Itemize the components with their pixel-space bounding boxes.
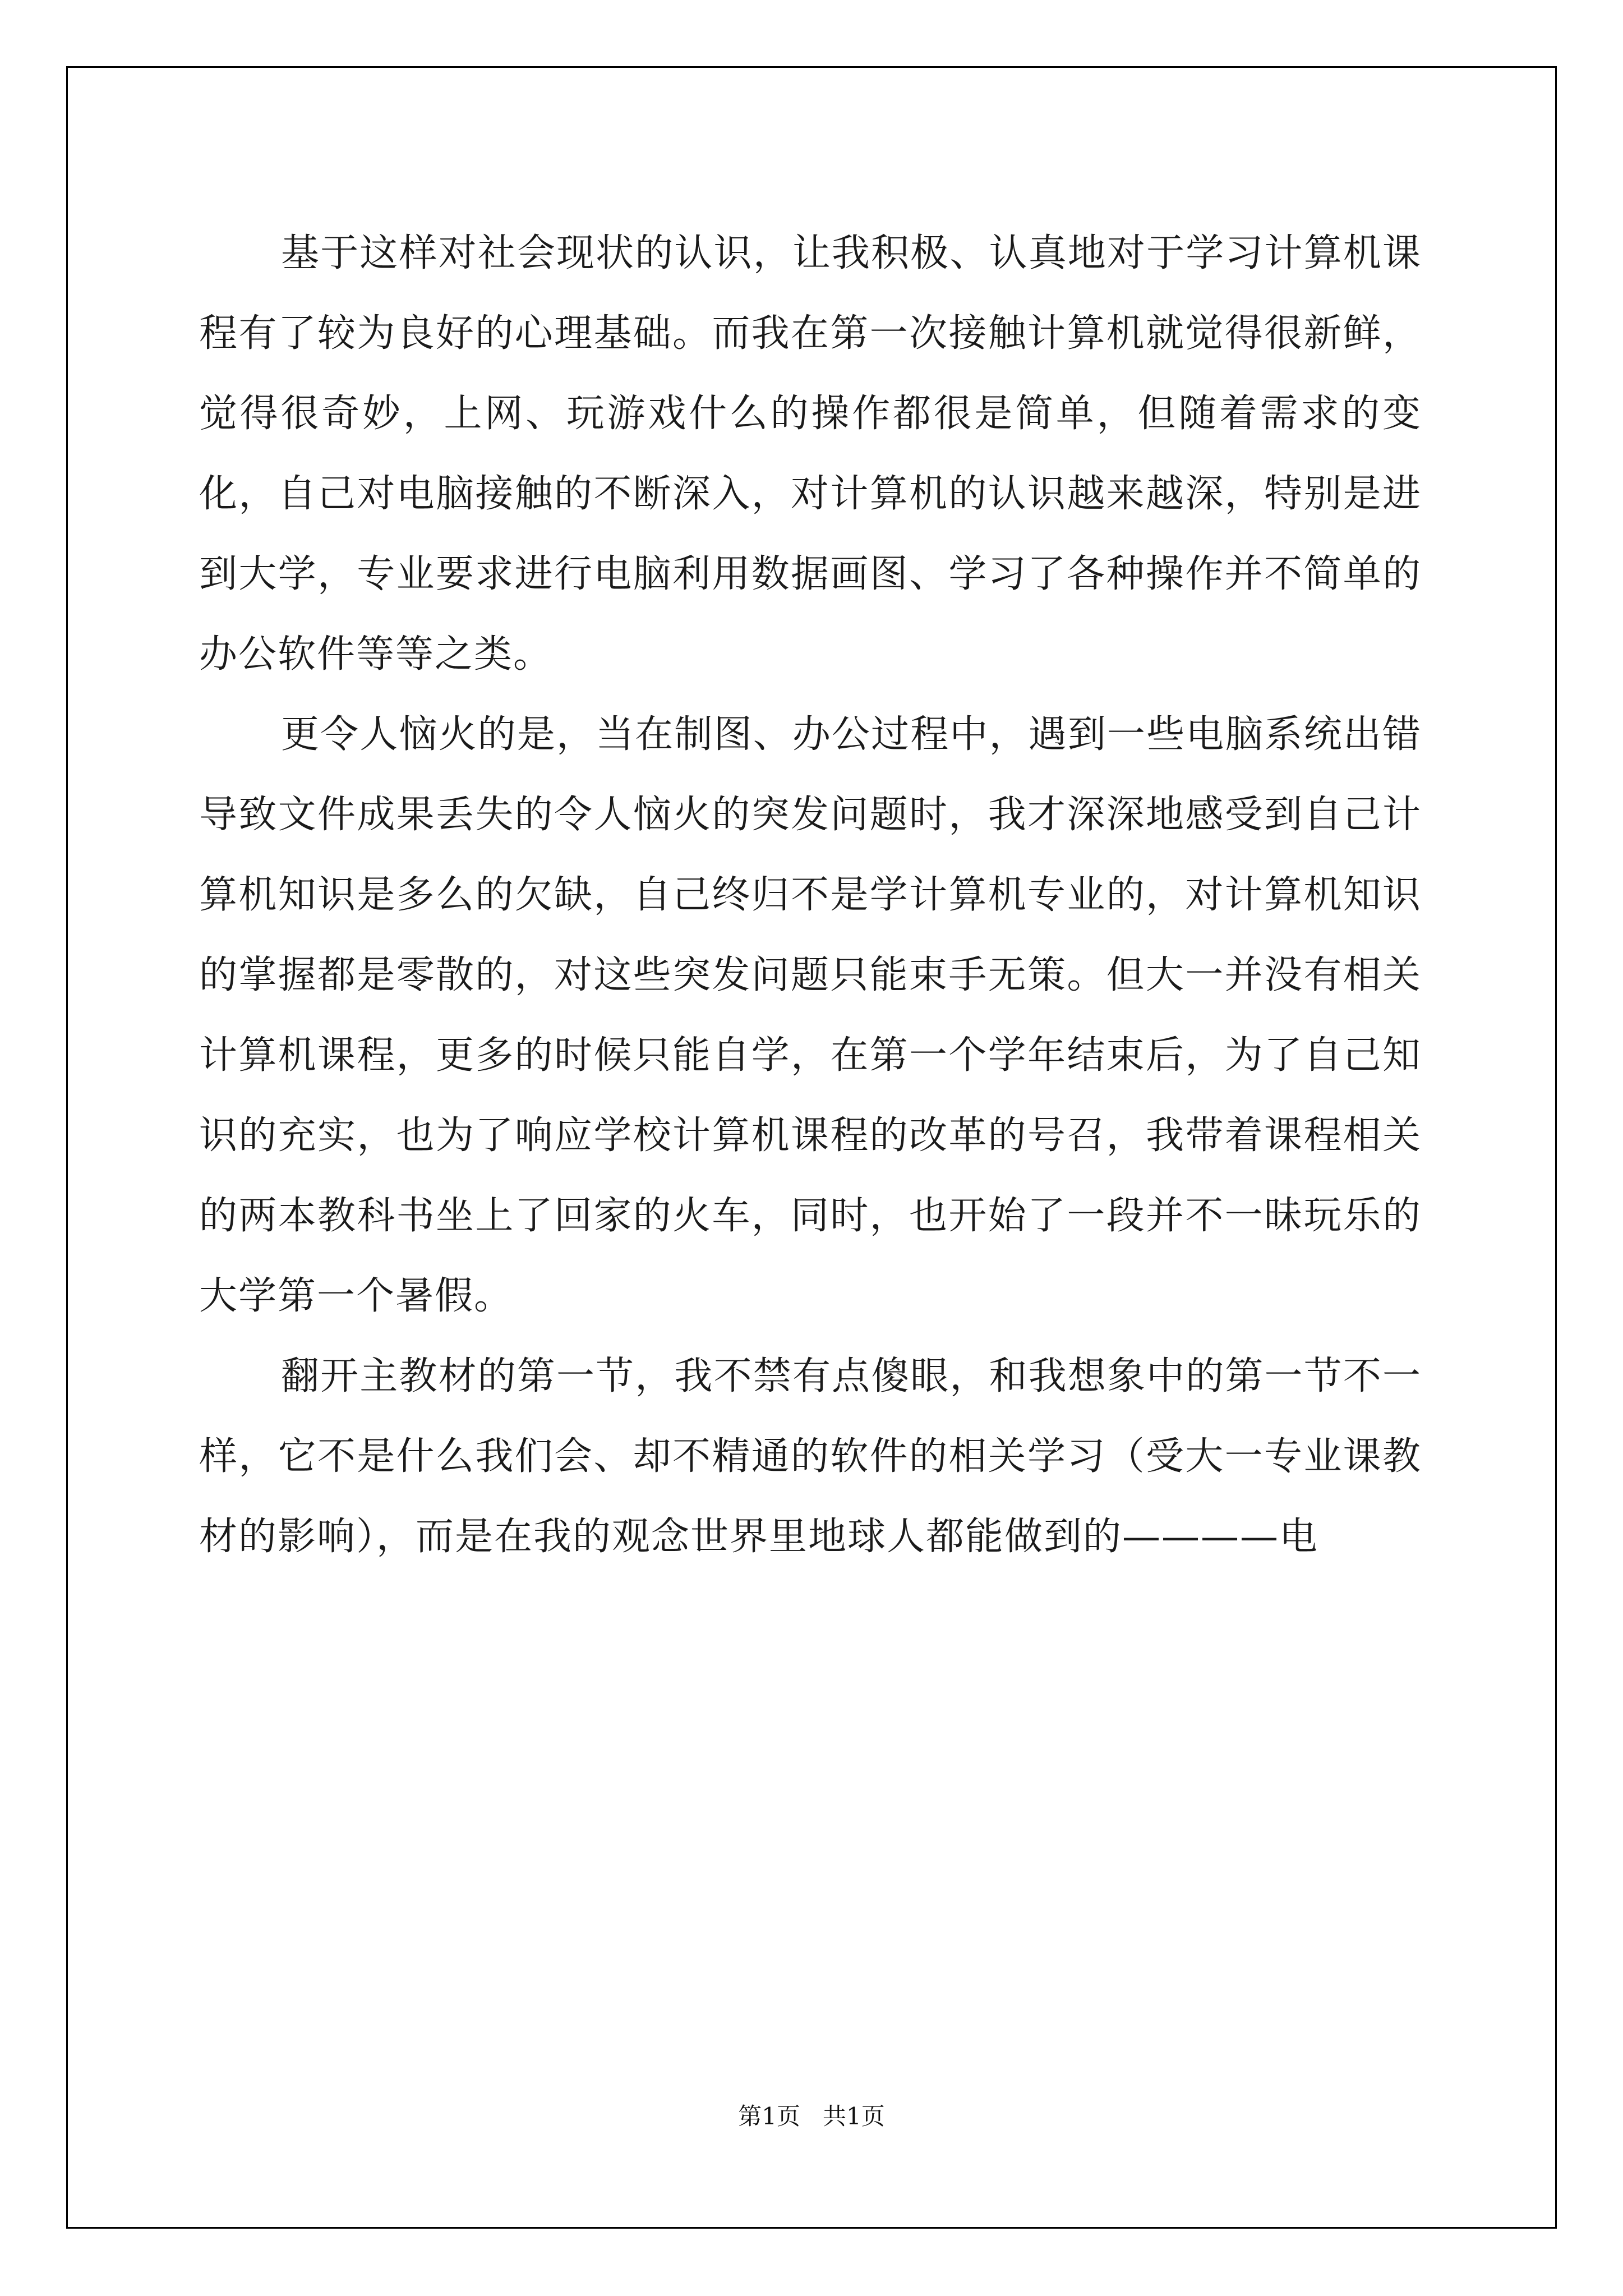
page-total: 共1页 [823,2102,885,2130]
page-number: 第1页 [738,2102,800,2130]
paragraph-2: 更令人恼火的是，当在制图、办公过程中，遇到一些电脑系统出错导致文件成果丢失的令人恼火的突发问题时，我才深深地感受到自己计算机知识是多么的欠缺，自己终归不是学计算机专业的，对计算机知识的掌握都是零散的，对这些突发问题只能束手无策。但大一并没有相关计算机课程，更多的时候只能自学，在第一个学年结束后，为了自己知识的充实，也为了响应学校计算机课程的改革的号召，我带着课程相关的两本教科书坐上了回家的火车，同时，也开始了一段并不一昧玩乐的大学第一个暑假。 [199,712,1422,1318]
page-footer [0,2098,1623,2132]
paragraph-1: 基于这样对社会现状的认识，让我积极、认真地对于学习计算机课程有了较为良好的心理基础。而我在第一次接触计算机就觉得很新鲜，觉得很奇妙，上网、玩游戏什么的操作都很是简单，但随着需求的变化，自己对电脑接触的不断深入，对计算机的认识越来越深，特别是进到大学，专业要求进行电脑利用数据画图、学习了各种操作并不简单的办公软件等等之类。 [199,231,1422,677]
document-body [199,213,1422,1577]
paragraph-3: 翻开主教材的第一节，我不禁有点傻眼，和我想象中的第一节不一样，它不是什么我们会、却不精通的软件的相关学习（受大一专业课教材的影响），而是在我的观念世界里地球人都能做到的————电 [199,1354,1422,1559]
